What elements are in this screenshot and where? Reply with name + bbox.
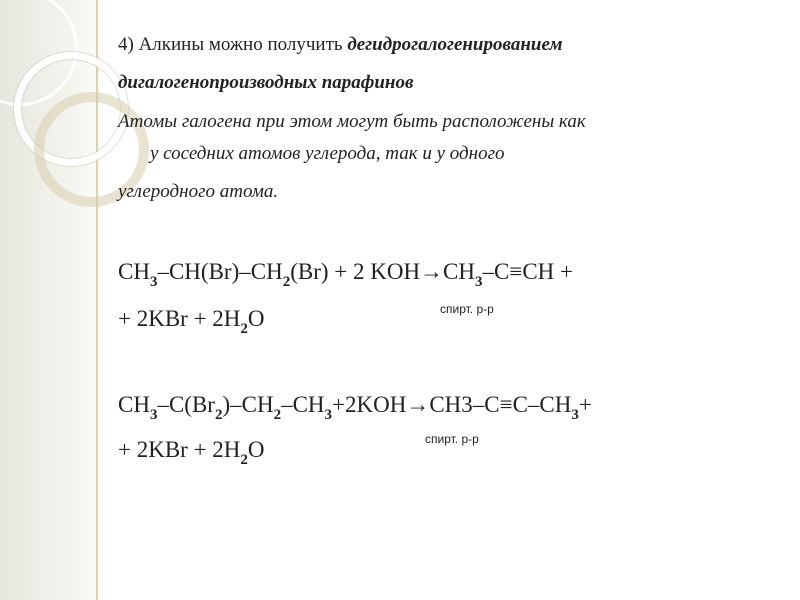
formula-subscript: 3 bbox=[571, 407, 579, 423]
formula-subscript: 2 bbox=[282, 274, 291, 290]
heading-emphasis: дегидрогалогенированием bbox=[347, 34, 563, 55]
reaction-2-condition: спирт. р-р bbox=[425, 432, 479, 446]
formula-subscript: 2 bbox=[240, 452, 248, 468]
reaction-1-line-2 bbox=[118, 305, 265, 337]
formula-text: –C≡CH + bbox=[482, 259, 573, 284]
reaction-2-line-2 bbox=[118, 436, 265, 468]
formula-subscript: 3 bbox=[149, 274, 158, 290]
heading-line-1 bbox=[118, 33, 562, 57]
formula-text: –C(Br bbox=[157, 392, 215, 417]
formula-text: –CH(Br)–CH bbox=[157, 259, 283, 284]
heading-line-2: дигалогенопроизводных парафинов bbox=[118, 72, 414, 93]
formula-text: –CH bbox=[281, 392, 325, 417]
formula-text: + bbox=[578, 392, 592, 417]
reaction-2-line-1 bbox=[118, 391, 592, 423]
formula-text: CH bbox=[118, 259, 150, 284]
body-line-3: углеродного атома. bbox=[118, 181, 279, 202]
formula-text: CH bbox=[118, 392, 150, 417]
formula-text: )–CH bbox=[222, 392, 274, 417]
formula-text: +2KOH→CH3–C≡C–CH bbox=[332, 392, 572, 417]
formula-subscript: 2 bbox=[214, 407, 223, 423]
heading-number: 4) bbox=[118, 34, 139, 55]
formula-text: (Br) + 2 KOH→CH bbox=[290, 259, 476, 284]
body-line-1: Атомы галогена при этом могут быть расположены как bbox=[118, 111, 586, 132]
reaction-1-condition: спирт. р-р bbox=[440, 302, 494, 316]
heading-text: Алкины можно получить bbox=[138, 34, 348, 55]
formula-subscript: 3 bbox=[475, 274, 483, 290]
formula-text: O bbox=[247, 306, 265, 331]
formula-text: + 2KBr + 2H bbox=[118, 437, 241, 462]
reaction-1-line-1 bbox=[118, 258, 573, 290]
formula-subscript: 2 bbox=[240, 321, 248, 337]
formula-subscript: 3 bbox=[149, 407, 158, 423]
formula-text: + 2KBr + 2H bbox=[118, 306, 241, 331]
formula-subscript: 2 bbox=[273, 407, 282, 423]
formula-text: O bbox=[247, 437, 265, 462]
body-line-2: у соседних атомов углерода, так и у одного bbox=[150, 143, 505, 164]
formula-subscript: 3 bbox=[324, 407, 333, 423]
